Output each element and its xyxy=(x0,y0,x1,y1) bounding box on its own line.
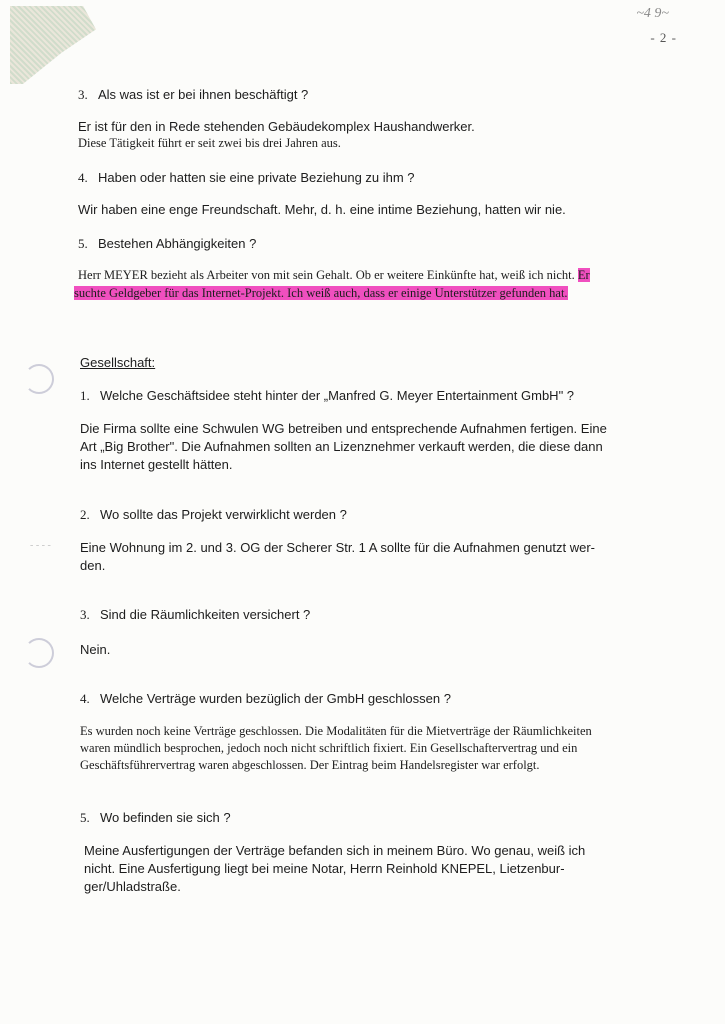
gesellschaft-question-1: 1. Welche Geschäftsidee steht hinter der „Manfred G. Meyer Entertainment GmbH" ? xyxy=(80,388,575,403)
gesellschaft-answer-1-line3: ins Internet gestellt hätten. xyxy=(80,457,233,472)
gesellschaft-answer-5-line2: nicht. Eine Ausfertigung liegt bei meine Notar, Herrn Reinhold KNEPEL, Lietzenbur- xyxy=(84,861,565,876)
stray-mark: - - - - xyxy=(30,540,51,551)
gesellschaft-answer-1-line2: Art „Big Brother". Die Aufnahmen sollten an Lizenznehmer verkauft werden, die diese dann xyxy=(80,439,603,454)
answer-5-line2 xyxy=(74,285,568,302)
question-5: 5. Bestehen Abhängigkeiten ? xyxy=(78,236,257,251)
answer-3-line2: Diese Tätigkeit führt er seit zwei bis drei Jahren aus. xyxy=(78,136,341,150)
gesellschaft-answer-4-line1: Es wurden noch keine Verträge geschlossen. Die Modalitäten für die Mietverträge der Räumlichkeiten xyxy=(80,724,592,738)
question-4: 4. Haben oder hatten sie eine private Beziehung zu ihm ? xyxy=(78,170,415,185)
answer-5-line1: Herr MEYER bezieht als Arbeiter von mit sein Gehalt. Ob er weitere Einkünfte hat, weiß ich nicht. Er xyxy=(78,268,590,282)
gesellschaft-answer-4-line2: waren mündlich besprochen, jedoch noch nicht schriftlich fixiert. Ein Gesellschaftervertrag und ein xyxy=(80,741,578,755)
section-heading: Gesellschaft: xyxy=(80,355,156,370)
gesellschaft-answer-5-line3: ger/Uhladstraße. xyxy=(84,879,181,894)
gesellschaft-answer-5-line1: Meine Ausfertigungen der Verträge befanden sich in meinem Büro. Wo genau, weiß ich xyxy=(84,843,586,858)
gesellschaft-question-2: 2. Wo sollte das Projekt verwirklicht werden ? xyxy=(80,507,347,522)
gesellschaft-question-4: 4. Welche Verträge wurden bezüglich der GmbH geschlossen ? xyxy=(80,691,451,706)
gesellschaft-answer-2-line2: den. xyxy=(80,558,106,573)
gesellschaft-question-3: 3. Sind die Räumlichkeiten versichert ? xyxy=(80,607,311,622)
page-number: - 2 - xyxy=(650,30,677,45)
gesellschaft-answer-3: Nein. xyxy=(80,642,111,657)
gesellschaft-answer-4-line3: Geschäftsführervertrag waren abgeschlossen. Der Eintrag beim Handelsregister war erfolgt. xyxy=(80,758,540,772)
answer-4: Wir haben eine enge Freundschaft. Mehr, d. h. eine intime Beziehung, hatten wir nie. xyxy=(78,202,566,217)
gesellschaft-answer-2-line1: Eine Wohnung im 2. und 3. OG der Scherer Str. 1 A sollte für die Aufnahmen genutzt wer- xyxy=(80,540,595,555)
highlighted-text: suchte Geldgeber für das Internet-Projekt. Ich weiß auch, dass er einige Unterstützer gefunden hat. xyxy=(74,286,568,300)
punch-hole-top xyxy=(24,364,54,394)
gesellschaft-answer-1-line1: Die Firma sollte eine Schwulen WG betreiben und entsprechende Aufnahmen fertigen. Eine xyxy=(80,421,607,436)
question-3: 3. Als was ist er bei ihnen beschäftigt ? xyxy=(78,87,309,102)
gesellschaft-question-5: 5. Wo befinden sie sich ? xyxy=(80,810,231,825)
punch-hole-bottom xyxy=(24,638,54,668)
handwritten-mark: ~4 9~ xyxy=(636,6,669,21)
answer-3-line1: Er ist für den in Rede stehenden Gebäudekomplex Haushandwerker. xyxy=(78,119,475,134)
highlight-start: Er xyxy=(577,268,590,282)
corner-stamp xyxy=(10,6,96,84)
